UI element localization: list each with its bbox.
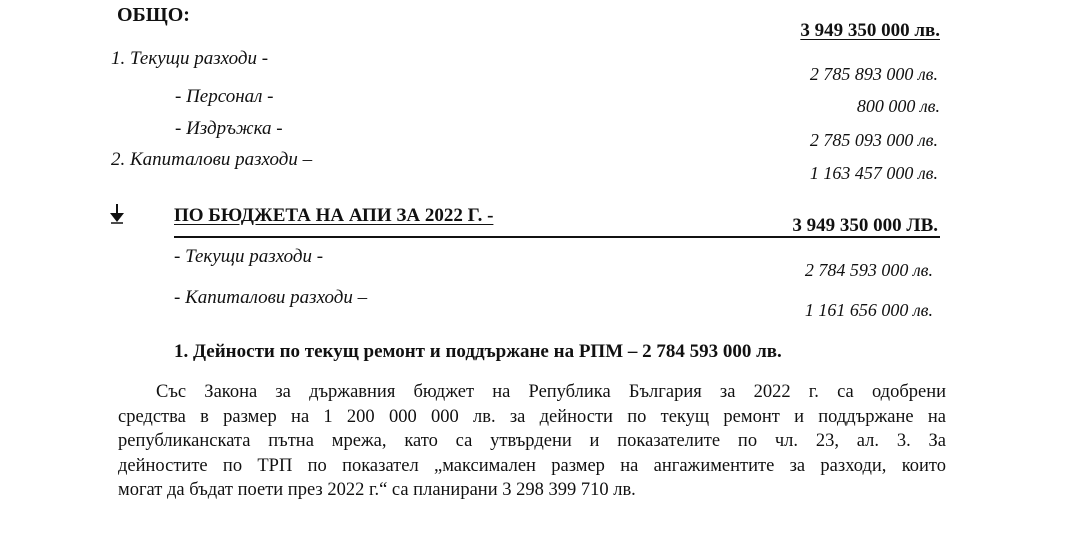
current-expenses-label: 1. Текущи разходи -	[111, 48, 269, 69]
api-budget-divider	[174, 236, 940, 238]
api-capital-expenses-label: - Капиталови разходи –	[174, 287, 368, 308]
personnel-label: - Персонал -	[175, 86, 274, 107]
personnel-amount: 800 000 лв.	[856, 96, 940, 116]
maintenance-label: - Издръжка -	[175, 118, 283, 139]
paragraph-line: дейностите по ТРП по показател „максимален размер на ангажиментите за разходи, които	[118, 455, 946, 476]
api-capital-expenses-amount: 1 161 656 000 лв.	[804, 300, 933, 320]
api-current-expenses-amount: 2 784 593 000 лв.	[804, 260, 933, 280]
paragraph-line: Със Закона за държавния бюджет на Република България за 2022 г. са одобрени	[156, 382, 946, 402]
api-budget-heading: ПО БЮДЖЕТА НА АПИ ЗА 2022 Г. -	[174, 205, 494, 226]
api-budget-amount: 3 949 350 000 ЛВ.	[792, 215, 938, 236]
maintenance-amount: 2 785 093 000 лв.	[809, 130, 938, 150]
total-heading: ОБЩО:	[117, 4, 190, 26]
body-paragraph	[118, 380, 946, 503]
current-expenses-amount: 2 785 893 000 лв.	[809, 64, 938, 84]
paragraph-line: републиканската пътна мрежа, като са утвърдени и показателите по чл. 23, ал. 3. За	[118, 431, 946, 451]
arrow-bullet-icon	[108, 203, 126, 225]
section-heading: 1. Дейности по текущ ремонт и поддържане на РПМ – 2 784 593 000 лв.	[174, 341, 782, 362]
api-current-expenses-label: - Текущи разходи -	[174, 246, 324, 267]
paragraph-line: средства в размер на 1 200 000 000 лв. за дейности по текущ ремонт и поддържане на	[118, 406, 946, 427]
paragraph-line: могат да бъдат поети през 2022 г.“ са планирани 3 298 399 710 лв.	[118, 480, 636, 500]
total-amount: 3 949 350 000 лв.	[800, 20, 940, 41]
capital-expenses-label: 2. Капиталови разходи –	[111, 149, 313, 170]
capital-expenses-amount: 1 163 457 000 лв.	[809, 163, 938, 183]
